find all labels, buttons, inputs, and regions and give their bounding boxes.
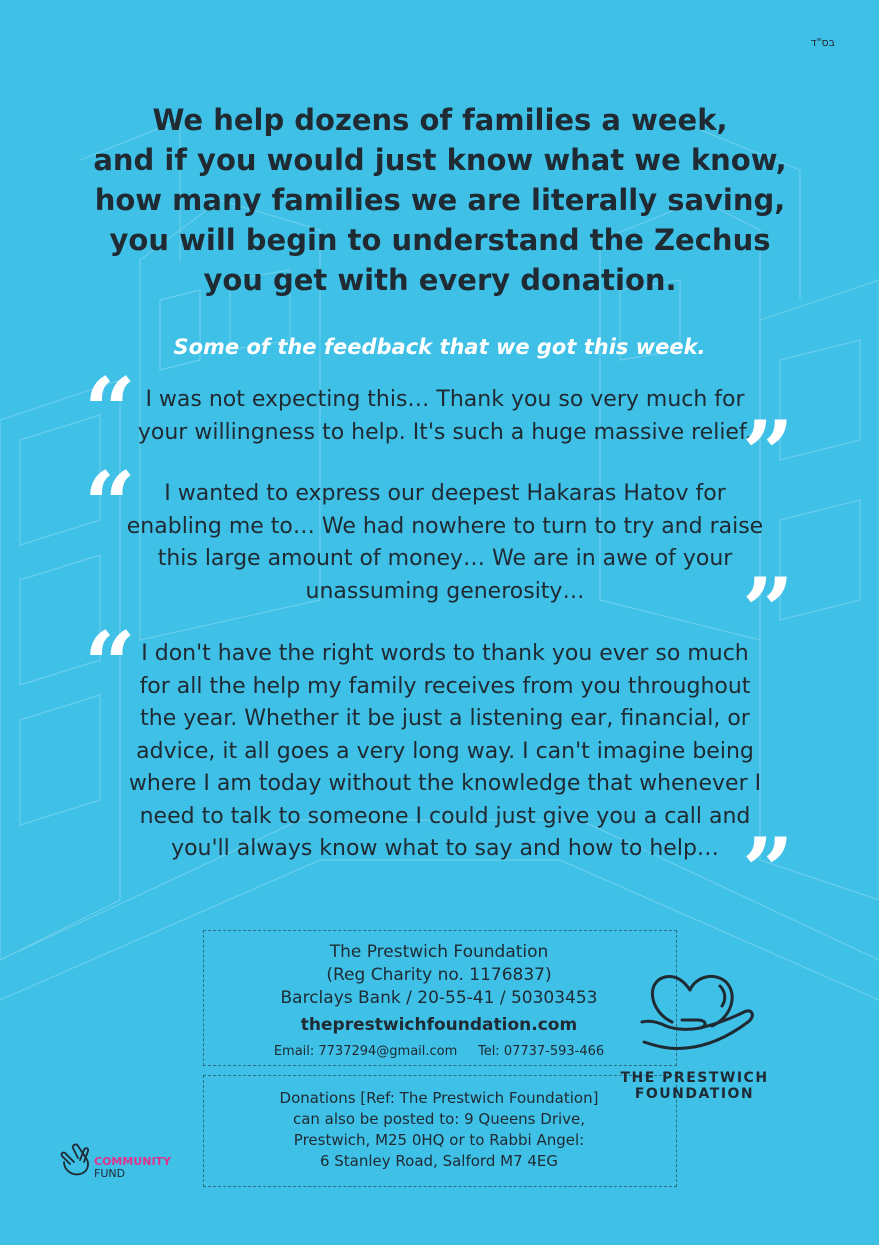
quote-line: enabling me to… We had nowhere to turn to try and raise xyxy=(126,513,764,539)
open-quote-icon: “ xyxy=(84,372,136,432)
quote-line: this large amount of money… We are in awe of your xyxy=(157,546,733,571)
quote-line: I was not expecting this… Thank you so very much for xyxy=(145,387,745,412)
website-link[interactable]: theprestwichfoundation.com xyxy=(300,1015,578,1035)
headline-line: and if you would just know what we know, xyxy=(93,143,787,177)
testimonial-quote xyxy=(110,384,780,449)
headline-line: you get with every donation. xyxy=(203,263,677,297)
feedback-intro: Some of the feedback that we got this week. xyxy=(173,335,706,359)
open-quote-icon: “ xyxy=(84,466,136,526)
charity-number: (Reg Charity no. 1176837) xyxy=(326,965,552,985)
close-quote-icon: ” xyxy=(742,572,794,632)
quote-line: need to talk to someone I could just give you a call and xyxy=(139,803,751,829)
phone-link[interactable]: Tel: 07737-593-466 xyxy=(477,1044,605,1059)
email-link[interactable]: Email: 7737294@gmail.com xyxy=(273,1044,458,1059)
bank-details: Barclays Bank / 20-55-41 / 50303453 xyxy=(280,988,598,1008)
postal-line: 6 Stanley Road, Salford M7 4EG xyxy=(319,1152,559,1170)
quote-line: I don't have the right words to thank you ever so much xyxy=(141,641,749,666)
logo-line: FOUNDATION xyxy=(634,1086,755,1102)
quote-line: unassuming generosity… xyxy=(305,578,585,604)
headline-line: We help dozens of families a week, xyxy=(152,103,728,137)
headline xyxy=(60,100,820,300)
postal-line: Donations [Ref: The Prestwich Foundation] xyxy=(279,1089,599,1107)
quote-line: your willingness to help. It's such a huge massive relief. xyxy=(137,419,753,445)
contact-line xyxy=(203,1040,675,1063)
quote-line: the year. Whether it be just a listening ear, financial, or xyxy=(140,706,750,731)
logo-wordmark xyxy=(612,1070,777,1102)
postal-line: Prestwich, M25 0HQ or to Rabbi Angel: xyxy=(293,1131,585,1149)
testimonial-quote xyxy=(110,478,780,608)
quote-line: advice, it all goes a very long way. I can't imagine being xyxy=(136,738,754,764)
open-quote-icon: “ xyxy=(84,626,136,686)
quote-line: I wanted to express our deepest Hakaras Hatov for xyxy=(164,481,726,506)
testimonial-quote xyxy=(110,638,780,866)
close-quote-icon: ” xyxy=(742,415,794,475)
quote-line: where I am today without the knowledge that whenever I xyxy=(128,771,762,796)
organization-name: The Prestwich Foundation xyxy=(329,942,549,962)
bsd-mark: בס"ד xyxy=(810,36,835,49)
close-quote-icon: ” xyxy=(742,832,794,892)
headline-line: how many families we are literally saving, xyxy=(94,183,786,217)
postal-details xyxy=(203,1088,675,1172)
logo-line: THE PRESTWICH xyxy=(620,1070,769,1086)
organization-details xyxy=(203,941,675,1063)
headline-line: you will begin to understand the Zechus xyxy=(109,223,771,257)
quote-line: for all the help my family receives from you throughout xyxy=(139,673,751,699)
postal-line: can also be posted to: 9 Queens Drive, xyxy=(292,1110,586,1128)
community-word: COMMUNITY xyxy=(94,1155,172,1168)
fund-word: FUND xyxy=(94,1167,126,1180)
heart-hand-logo-icon xyxy=(620,962,770,1062)
quote-line: you'll always know what to say and how to help… xyxy=(171,836,719,861)
